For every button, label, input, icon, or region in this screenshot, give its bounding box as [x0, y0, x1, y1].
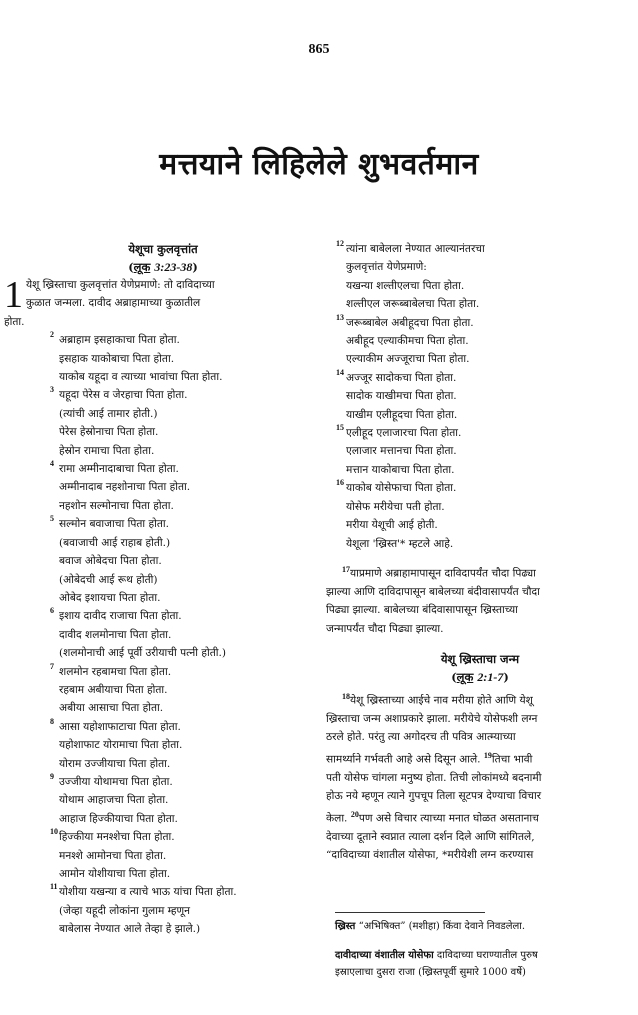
- verse-text: याखीम एलीहूदचा पिता होता.: [346, 408, 458, 421]
- verse-number: 18: [342, 692, 350, 702]
- verses-18-20: [326, 688, 634, 864]
- genealogy-line: [326, 258, 634, 276]
- left-column: [4, 240, 322, 939]
- genealogy-line: [326, 535, 634, 553]
- verse-line: $^{18}$येशू ख्रिस्ताच्या आईचे नाव मरीया होते आणि येशू: [342, 692, 533, 707]
- verse-text: शलमोन रहबामचा पिता होता.: [59, 665, 172, 678]
- verse-number: 14: [336, 367, 344, 377]
- genealogy-line: [326, 442, 634, 460]
- cross-reference: (लूक 2:1-7): [451, 670, 509, 685]
- verse-text: योसेफ मरीयेचा पती होता.: [346, 500, 445, 513]
- genealogy-line: [4, 920, 322, 938]
- verse-text: अज्जूर सादोकचा पिता होता.: [346, 371, 457, 384]
- genealogy-line: [326, 498, 634, 516]
- genealogy-line: [4, 552, 322, 570]
- genealogy-line: [4, 423, 322, 441]
- genealogy-line: [4, 386, 322, 404]
- verse-text: मत्तान याकोबाचा पिता होता.: [346, 463, 455, 476]
- verse-text: जरूब्बाबेल अबीहूदचा पिता होता.: [346, 316, 474, 329]
- cross-reference-book: लूक: [456, 670, 474, 685]
- verse-number: 10: [50, 827, 58, 837]
- verse-text: बवाज ओबेदचा पिता होता.: [59, 555, 162, 568]
- verse-text: दावीद शलमोनाचा पिता होता.: [59, 628, 172, 641]
- verse-line: केला. $^{20}$पण असे विचार त्याच्या मनात घोळत असतानाच: [326, 809, 539, 825]
- verse-text: (ओबेदची आई रूथ होती): [59, 573, 158, 586]
- verse-text: अब्राहाम इसहाकाचा पिता होता.: [59, 334, 180, 347]
- verse-text: मनश्शे आमोनचा पिता होता.: [59, 849, 167, 862]
- verse-number: 15: [336, 423, 344, 433]
- verse-number: 8: [50, 716, 54, 726]
- book-title: मत्तयाने लिहिलेले शुभवर्तमान: [159, 147, 479, 182]
- verse-line: $^{17}$याप्रमाणे अब्राहामापासून दाविदापर्यंत चौदा पिढ्या: [342, 564, 536, 580]
- verse-text: इशाय दावीद राजाचा पिता होता.: [59, 610, 182, 623]
- verse-number: 5: [50, 514, 54, 524]
- genealogy-line: [326, 295, 634, 313]
- verse-text: हिज्कीया मनश्शेचा पिता होता.: [59, 831, 175, 844]
- verse-text: ओबेद इशायचा पिता होता.: [59, 591, 161, 604]
- verse-text: कुलवृत्तांत येणेप्रमाणे:: [346, 261, 427, 274]
- verse-text: आमोन योशीयाचा पिता होता.: [59, 868, 171, 880]
- genealogy-line: [4, 350, 322, 368]
- verse-text: योथाम आहाजचा पिता होता.: [59, 794, 169, 807]
- verse-line: “दाविदाच्या वंशातील योसेफा, *मरीयेशी लग्न करण्यास: [326, 848, 534, 861]
- genealogy-line: [4, 883, 322, 901]
- genealogy-line: [326, 277, 634, 295]
- verse-number: 13: [336, 312, 344, 322]
- genealogy-line: [326, 314, 634, 332]
- verse-text: सल्मोन बवाजाचा पिता होता.: [59, 518, 170, 531]
- verse-text: याकोब यहूदा व त्याच्या भावांचा पिता होता.: [59, 371, 223, 384]
- verse-text: यहोशाफाट योरामाचा पिता होता.: [59, 739, 183, 752]
- footnote: [335, 947, 631, 981]
- genealogy-line: [4, 405, 322, 423]
- verse-line: जन्मापर्यंत चौदा पिढ्या झाल्या.: [326, 622, 444, 635]
- verse-line: येशू ख्रिस्ताचा कुलवृत्तांत येणेप्रमाणे: तो दाविदाच्या: [26, 279, 215, 291]
- verse-text: अम्मीनादाब नहशोनाचा पिता होता.: [59, 481, 191, 494]
- verse-text: आसा यहोशाफाटाचा पिता होता.: [59, 720, 181, 733]
- verse-line: होता.: [4, 315, 25, 328]
- verse-text: बाबेलास नेण्यात आले तेव्हा हे झाले.): [59, 923, 201, 936]
- verse-17: [326, 561, 634, 638]
- genealogy-line: [326, 332, 634, 350]
- cross-reference-verses: 3:23-38: [154, 260, 193, 274]
- verse-line: ठरले होते. परंतु त्या अगोदरच ती पवित्र आत्म्याच्या: [326, 731, 516, 744]
- genealogy-line: [4, 736, 322, 754]
- genealogy-line: [326, 461, 634, 479]
- section-heading: येशूचा कुलवृत्तांत: [128, 242, 198, 256]
- genealogy-line: [4, 718, 322, 736]
- verse-text: हेस्रोन रामाचा पिता होता.: [59, 444, 155, 457]
- verse-text: यहूदा पेरेस व जेरहाचा पिता होता.: [59, 389, 188, 402]
- cross-reference-verses: 2:1-7: [477, 670, 504, 685]
- genealogy-list: [4, 331, 322, 938]
- genealogy-line: [326, 516, 634, 534]
- verse-text: (त्यांची आई तामार होती.): [59, 407, 158, 420]
- genealogy-line: [326, 350, 634, 368]
- verse-text: इसहाक याकोबाचा पिता होता.: [59, 352, 175, 365]
- genealogy-line: [326, 240, 634, 258]
- cross-reference-book: लूक: [133, 260, 151, 274]
- genealogy-line: [4, 460, 322, 478]
- footnote-term: ख्रिस्त: [335, 921, 356, 932]
- genealogy-line: [4, 773, 322, 791]
- verse-number: 3: [50, 385, 54, 395]
- verse-text: आहाज हिज्कीयाचा पिता होता.: [59, 812, 178, 825]
- verse-text: एलाजार मत्तानचा पिता होता.: [346, 445, 457, 458]
- genealogy-line: [4, 791, 322, 809]
- verse-line: पती योसेफ चांगला मनुष्य होता. तिची लोकांमध्ये बदनामी: [326, 771, 542, 784]
- genealogy-line: [326, 479, 634, 497]
- verse-text: पेरेस हेस्रोनाचा पिता होता.: [59, 426, 159, 439]
- right-column: [326, 240, 634, 864]
- footnote: [335, 918, 631, 935]
- verse-line: देवाच्या दूताने स्वप्नात त्याला दर्शन दिले आणि सांगितले,: [326, 830, 535, 843]
- verse-line: पिढ्या झाल्या. बाबेलच्या बंदिवासापासून ख्रिस्ताच्या: [326, 604, 518, 617]
- verse-text: शल्तीएल जरूब्बाबेलचा पिता होता.: [346, 298, 480, 311]
- genealogy-line: [4, 847, 322, 865]
- verse-text: एल्याकीम अज्जूराचा पिता होता.: [346, 353, 470, 366]
- verse-line: ख्रिस्ताचा जन्म अशाप्रकारे झाला. मरीयेचे योसेफशी लग्न: [326, 713, 538, 725]
- verse-text: यखन्या शल्तीएलचा पिता होता.: [346, 279, 465, 292]
- verse-text: योशीया यखन्या व त्याचे भाऊ यांचा पिता होता.: [59, 886, 237, 899]
- verse-number: 9: [50, 771, 54, 781]
- genealogy-line: [4, 663, 322, 681]
- genealogy-line: [326, 424, 634, 442]
- verse-line: झाल्या आणि दाविदापासून बाबेलच्या बंदीवासापर्यंत चौदा: [326, 585, 540, 598]
- footnote-text: दाविदाच्या घराण्यातील पुरुष: [436, 950, 538, 961]
- genealogy-line: [4, 626, 322, 644]
- verse-number: 19: [483, 750, 492, 760]
- verse-text: एलीहूद एलाजारचा पिता होता.: [346, 427, 462, 440]
- genealogy-line: [326, 387, 634, 405]
- verse-text: याकोब योसेफाचा पिता होता.: [346, 482, 457, 495]
- verse-text: त्यांना बाबेलला नेण्यात आल्यानंतरचा: [346, 243, 485, 255]
- verse-1: [4, 276, 322, 331]
- genealogy-line: [4, 478, 322, 496]
- footnote-text: इस्राएलाचा दुसरा राजा (ख्रिस्तपूर्वी सुमारे 1000 वर्षे): [335, 967, 526, 978]
- footnote-text: “अभिषिक्त” (मशीहा) किंवा देवाने निवडलेला.: [358, 921, 526, 932]
- cross-reference: (लूक 3:23-38): [128, 260, 198, 274]
- verse-text: रहबाम अबीयाचा पिता होता.: [59, 683, 168, 696]
- verse-text: रामा अम्मीनादाबाचा पिता होता.: [59, 463, 179, 476]
- genealogy-line: [4, 331, 322, 349]
- verse-number: 20: [350, 809, 359, 819]
- verse-text: (बवाजाची आई राहाब होती.): [59, 536, 171, 549]
- chapter-number: 1: [4, 274, 23, 316]
- footnote-divider: [335, 912, 485, 913]
- genealogy-line: [4, 902, 322, 920]
- verse-number: 7: [50, 661, 54, 671]
- genealogy-line: [326, 369, 634, 387]
- verse-text: योराम उज्जीयाचा पिता होता.: [59, 757, 171, 770]
- genealogy-line: [4, 534, 322, 552]
- verse-text: सादोक याखीमचा पिता होता.: [346, 390, 457, 403]
- genealogy-line: [4, 607, 322, 625]
- genealogy-list: [326, 240, 634, 553]
- verse-text: नहशोन सल्मोनाचा पिता होता.: [59, 499, 174, 512]
- genealogy-line: [4, 681, 322, 699]
- page-number: 865: [308, 42, 330, 57]
- verse-number: 16: [336, 478, 344, 488]
- verse-line: सामर्थ्याने गर्भवती आहे असे दिसून आले. $^{19}$तिचा भावी: [326, 750, 533, 766]
- verse-number: 4: [50, 459, 54, 469]
- verse-text: (शलमोनाची आई पूर्वी उरीयाची पत्नी होती.): [59, 647, 226, 660]
- verse-text: अबीहूद एल्याकीमचा पिता होता.: [346, 335, 469, 348]
- verse-line: कुळात जन्मला. दावीद अब्राहामाच्या कुळातील: [26, 297, 201, 310]
- verse-text: येशूला 'ख्रिस्त'* म्हटले आहे.: [346, 537, 454, 550]
- verse-number: 17: [342, 564, 350, 574]
- genealogy-line: [4, 515, 322, 533]
- verse-number: 12: [336, 239, 344, 248]
- verse-line: होऊ नये म्हणून त्याने गुपचूप तिला सूटपत्र देण्याचा विचार: [326, 790, 542, 803]
- genealogy-line: [4, 571, 322, 589]
- verse-text: उज्जीया योथामचा पिता होता.: [59, 775, 173, 788]
- verse-number: 6: [50, 606, 54, 616]
- genealogy-line: [4, 828, 322, 846]
- genealogy-line: [326, 406, 634, 424]
- footnote-term: दावीदाच्या वंशातील योसेफा: [335, 950, 434, 961]
- verse-number: 2: [50, 330, 54, 340]
- verse-number: 11: [50, 882, 58, 892]
- section-heading: येशू ख्रिस्ताचा जन्म: [440, 652, 520, 667]
- verse-text: अबीया आसाचा पिता होता.: [59, 702, 164, 715]
- verse-text: (जेव्हा यहूदी लोकांना गुलाम म्हणून: [59, 904, 191, 917]
- verse-text: मरीया येशूची आई होती.: [346, 519, 438, 532]
